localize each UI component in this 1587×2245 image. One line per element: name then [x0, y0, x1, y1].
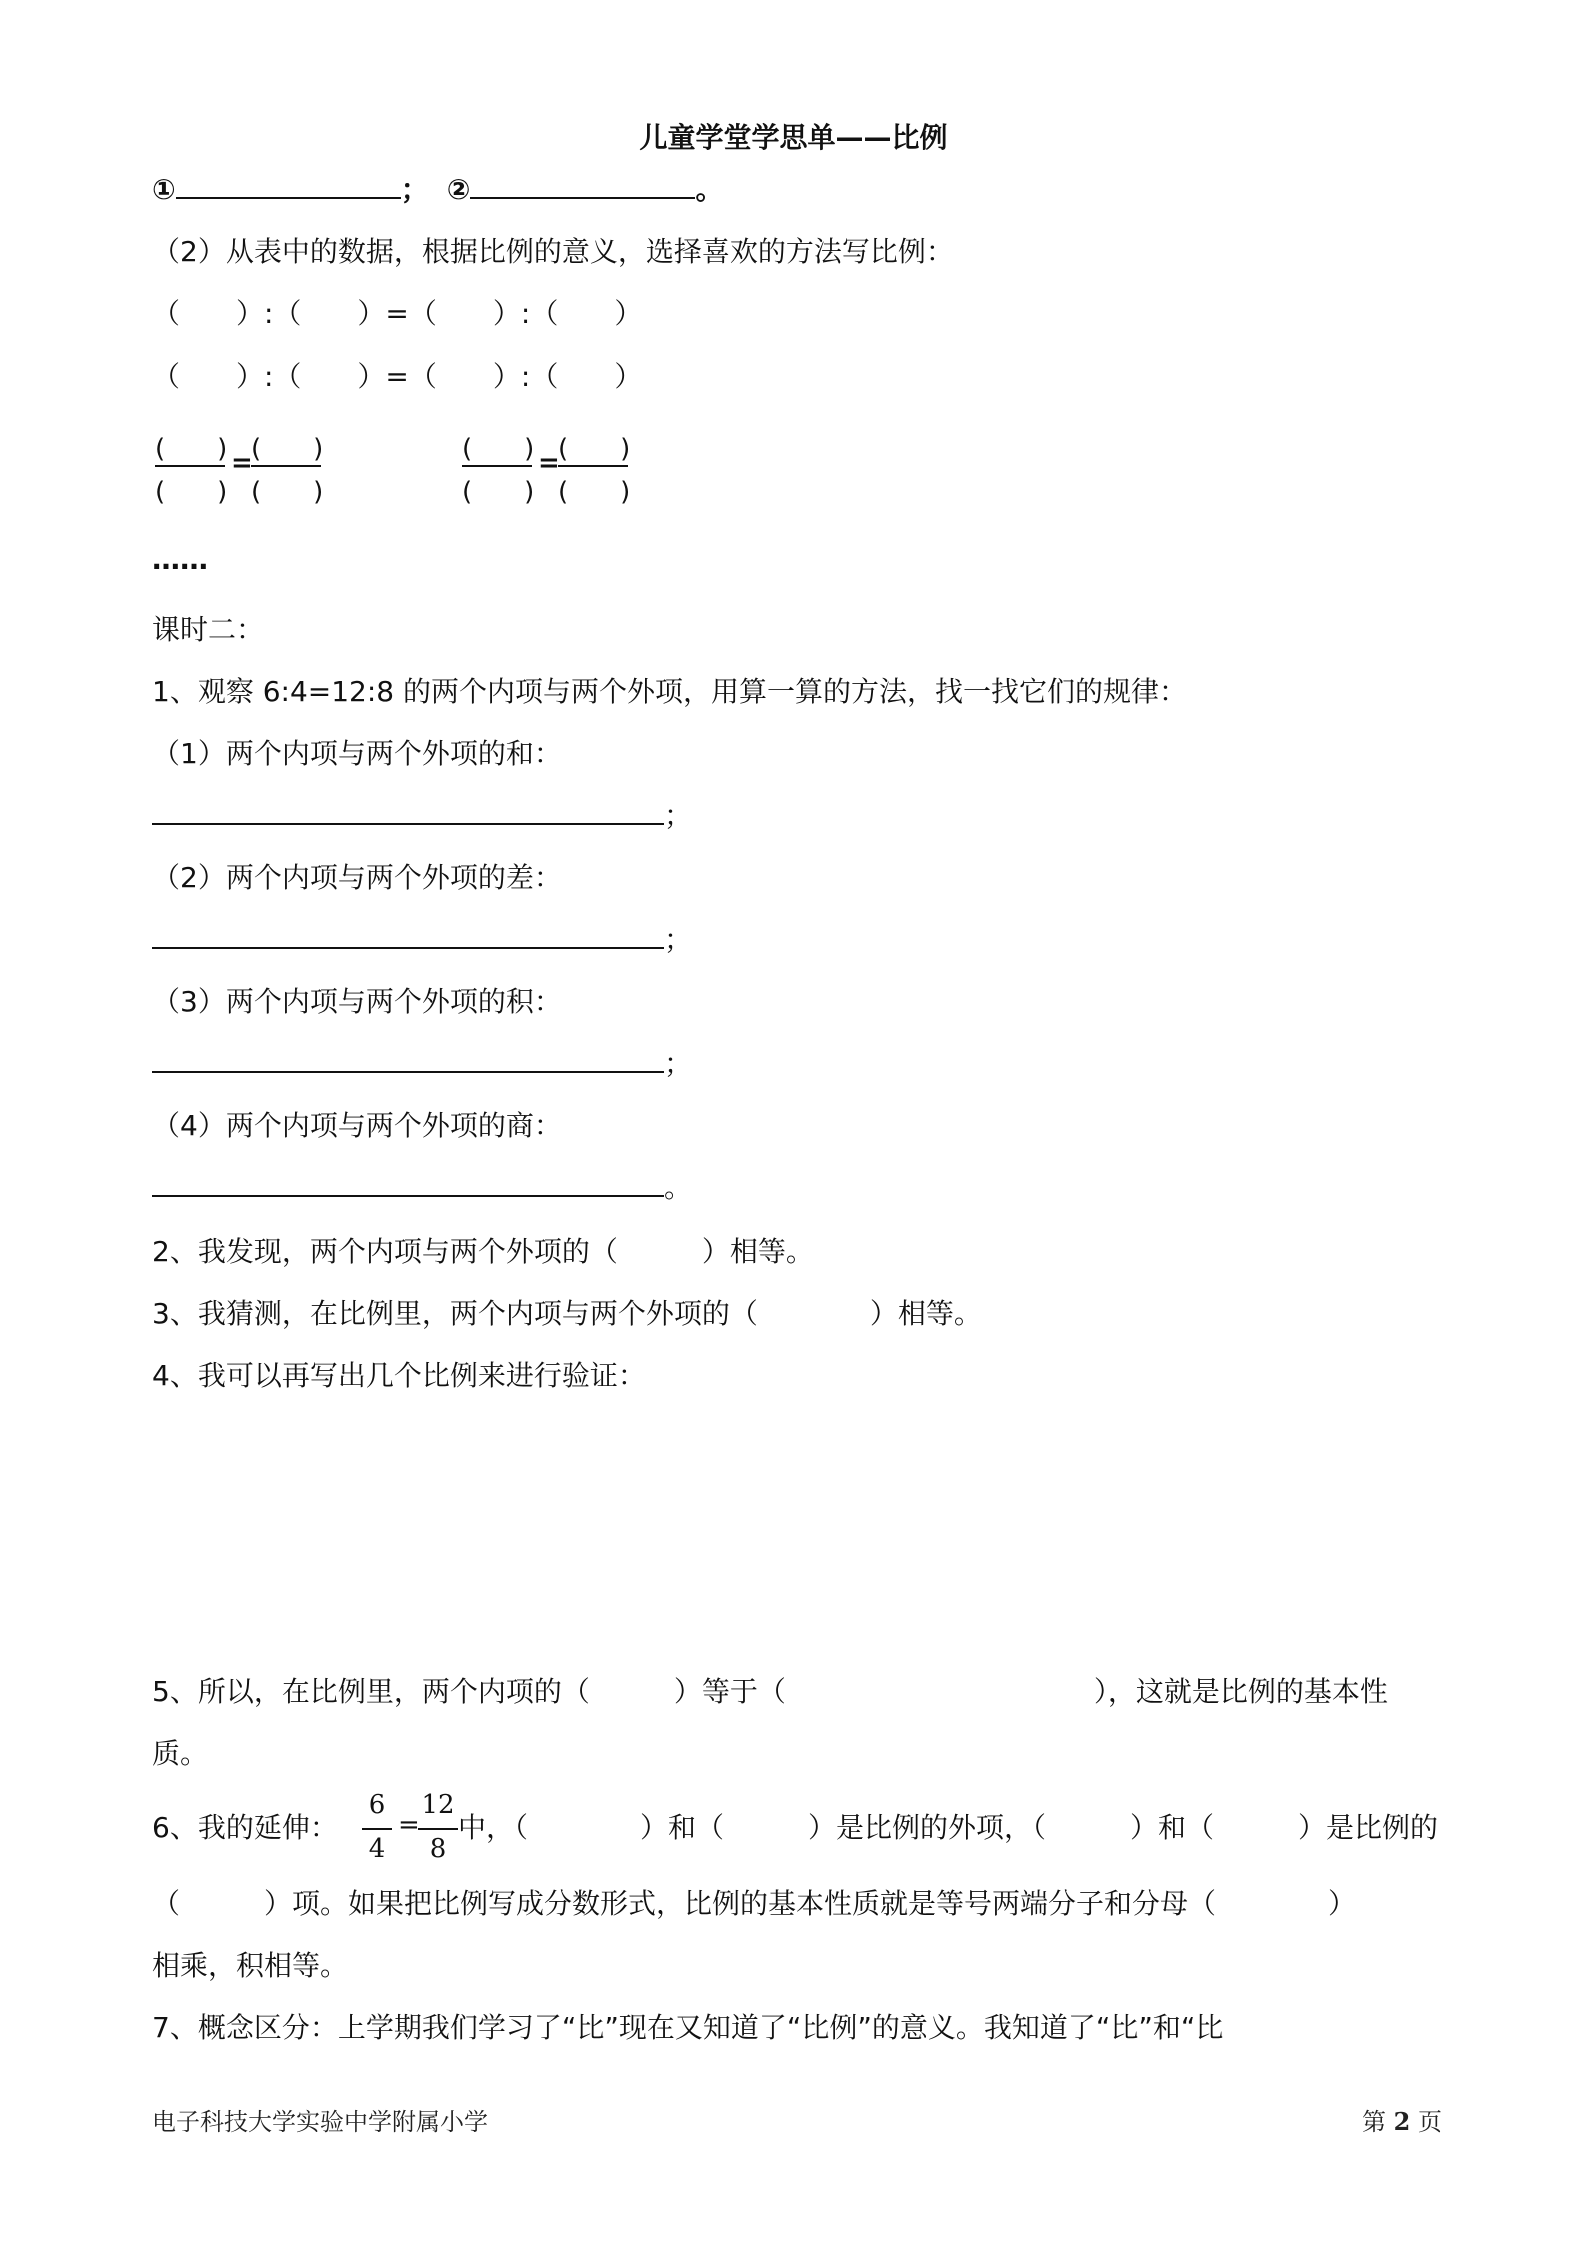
sub-question-2: （2）两个内项与两个外项的差：	[152, 861, 562, 894]
fraction-bar	[251, 465, 321, 467]
ellipsis: ……	[152, 543, 208, 576]
fraction-numerator-blank: ( )	[462, 434, 535, 464]
lesson-2-heading: 课时二：	[152, 613, 265, 646]
footer-page-number	[1362, 2102, 1442, 2137]
answer-blank-1[interactable]	[176, 171, 401, 199]
page-num: 2	[1393, 2107, 1411, 2136]
lesson-2-question-6-prefix: 6、我的延伸：	[152, 1811, 338, 1844]
sub-question-3: （3）两个内项与两个外项的积：	[152, 985, 562, 1018]
sub-question-1: （1）两个内项与两个外项的和：	[152, 737, 562, 770]
fraction-bar	[418, 1828, 458, 1830]
answer-line-4[interactable]	[152, 1169, 664, 1197]
sub-question-4: （4）两个内项与两个外项的商：	[152, 1109, 562, 1142]
lesson-2-question-7: 7、概念区分：上学期我们学习了“比”现在又知道了“比例”的意义。我知道了“比”和“比	[152, 2011, 1224, 2044]
line-semicolon: ；	[664, 1047, 693, 1080]
lesson-2-question-5-line-1: 5、所以，在比例里，两个内项的（ ）等于（ ），这就是比例的基本性	[152, 1675, 1388, 1708]
q6-numerator-1: 6	[368, 1790, 386, 1820]
lesson-2-question-6-line-1: 中，（ ）和（ ）是比例的外项，（ ）和（ ）是比例的	[458, 1811, 1439, 1844]
answer-line-2[interactable]	[152, 921, 664, 949]
page-title: 儿童学堂学思单——比例	[639, 121, 948, 154]
answer-line-3[interactable]	[152, 1045, 664, 1073]
answer-line-4-row	[152, 1168, 692, 1208]
footer-school: 电子科技大学实验中学附属小学	[152, 2108, 488, 2136]
q6-numerator-2: 12	[421, 1790, 455, 1820]
fraction-bar	[462, 465, 532, 467]
lesson-2-question-1: 1、观察 6:4=12:8 的两个内项与两个外项，用算一算的方法，找一找它们的规律：	[152, 675, 1188, 708]
lesson-2-question-4: 4、我可以再写出几个比例来进行验证：	[152, 1359, 646, 1392]
lesson-2-question-2: 2、我发现，两个内项与两个外项的（ ）相等。	[152, 1235, 814, 1268]
lesson-2-question-5-line-2: 质。	[152, 1737, 209, 1770]
verification-space[interactable]	[152, 1420, 1442, 1650]
ratio-row-1: （ ）:（ ）=（ ）:（ ）	[152, 297, 643, 330]
q6-denominator-1: 4	[368, 1834, 386, 1864]
fraction-denominator-blank: ( )	[155, 477, 228, 507]
ratio-row-2: （ ）:（ ）=（ ）:（ ）	[152, 360, 643, 393]
fraction-numerator-blank: ( )	[155, 434, 228, 464]
answer-line-3-row	[152, 1044, 692, 1084]
separator: ；	[400, 173, 429, 206]
fraction-bar	[558, 465, 628, 467]
fraction-denominator-blank: ( )	[251, 477, 324, 507]
page-prefix: 第	[1362, 2108, 1386, 2136]
equals-sign: =	[398, 1810, 420, 1840]
line-end: 。	[695, 173, 724, 206]
fraction-denominator-blank: ( )	[462, 477, 535, 507]
marker-1: ①	[152, 173, 176, 206]
question-2-label: （2）从表中的数据，根据比例的意义，选择喜欢的方法写比例：	[152, 235, 954, 268]
line-semicolon: ；	[664, 799, 693, 832]
lesson-2-question-6-line-3: 相乘，积相等。	[152, 1949, 349, 1982]
line-period: 。	[664, 1171, 693, 1204]
page-suffix: 页	[1417, 2108, 1442, 2136]
lesson-2-question-6-line-2: （ ）项。如果把比例写成分数形式，比例的基本性质就是等号两端分子和分母（ ）	[152, 1887, 1357, 1920]
fraction-numerator-blank: ( )	[558, 434, 631, 464]
answer-line-2-row	[152, 920, 692, 960]
marker-2: ②	[446, 173, 471, 206]
answer-line-1-row	[152, 796, 692, 836]
equals-sign: =	[538, 448, 560, 478]
q6-denominator-2: 8	[429, 1834, 447, 1864]
line-semicolon: ；	[664, 923, 693, 956]
fraction-bar	[155, 465, 225, 467]
blank-line-1-2	[152, 170, 723, 210]
equals-sign: =	[231, 448, 253, 478]
fraction-bar	[362, 1828, 392, 1830]
lesson-2-question-3: 3、我猜测，在比例里，两个内项与两个外项的（ ）相等。	[152, 1297, 982, 1330]
fraction-numerator-blank: ( )	[251, 434, 324, 464]
answer-blank-2[interactable]	[470, 171, 695, 199]
fraction-denominator-blank: ( )	[558, 477, 631, 507]
answer-line-1[interactable]	[152, 797, 664, 825]
